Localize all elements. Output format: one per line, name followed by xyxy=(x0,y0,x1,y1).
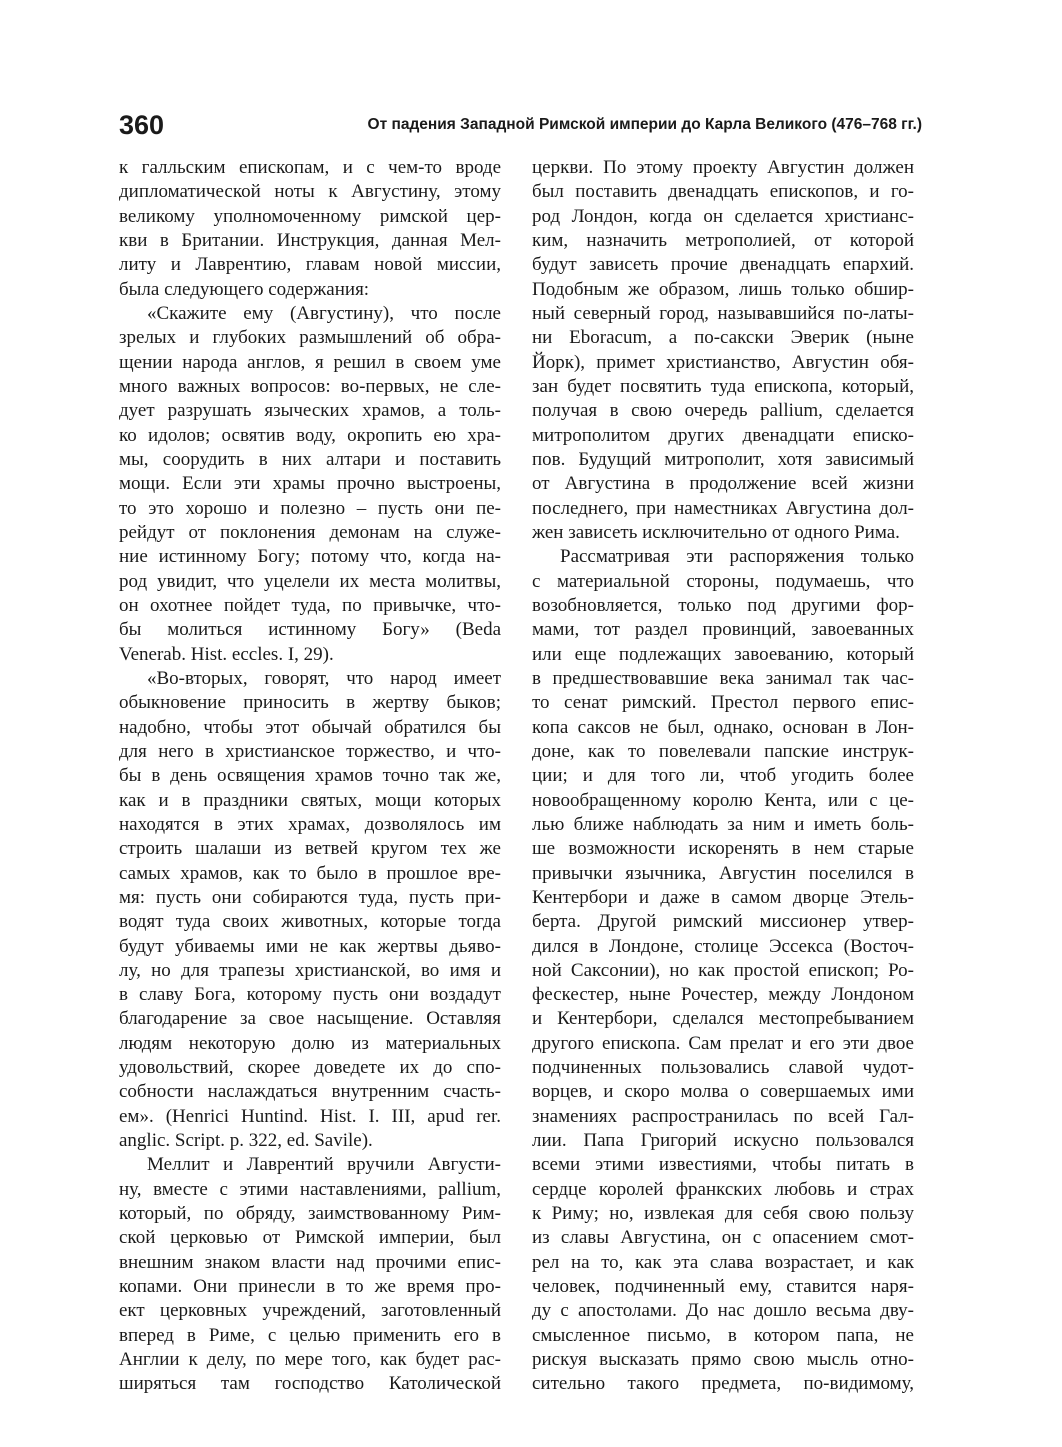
text-line: фескестер, ныне Рочестер, между Лондоном xyxy=(532,984,914,1006)
text-line: сительно такого предмета, по-видимому, xyxy=(532,1373,914,1395)
text-line: всеми этими известиями, чтобы питать в xyxy=(532,1154,914,1176)
text-line: будут убиваемы ими не как жертвы дьяво- xyxy=(119,935,501,957)
text-line: знамениях распространилась по всей Гал- xyxy=(532,1105,914,1127)
text-line: ем». (Henrici Huntind. Hist. I. III, apud rer. xyxy=(119,1105,501,1127)
text-line: Англии к делу, по мере того, как будет рас- xyxy=(119,1349,501,1371)
text-line: митрополитом других двенадцати еписко- xyxy=(532,424,914,446)
text-line: и Кентербори, сделался местопребыванием xyxy=(532,1008,914,1030)
text-line: мя: пусть они собираются туда, пусть при- xyxy=(119,886,501,908)
text-line: ции; и для того ли, чтоб угодить более xyxy=(532,765,914,787)
text-line: Рассматривая эти распоряжения только xyxy=(560,546,914,568)
text-line: ной Саксонии), но как простой епископ; Ро- xyxy=(532,959,914,981)
text-line: подчиненных пользовались славой чудот- xyxy=(532,1057,914,1079)
text-line: привычки язычника, Августин поселился в xyxy=(532,862,914,884)
text-line: ким, назначить метрополией, от которой xyxy=(532,229,914,251)
text-line: ни Eboracum, а по-сакски Эверик (ныне xyxy=(532,327,914,349)
text-line: «Скажите ему (Августину), что после xyxy=(147,302,501,324)
text-line: то сенат римский. Престол первого епис- xyxy=(532,692,914,714)
text-line: была следующего содержания: xyxy=(119,278,370,300)
text-line: смысленное письмо, в котором папа, не xyxy=(532,1324,914,1346)
left-text-column xyxy=(119,156,501,1397)
text-line: дился в Лондоне, столице Эссекса (Восточ- xyxy=(532,935,914,957)
text-line: находятся в этих храмах, дозволялось им xyxy=(119,813,501,835)
text-line: доне, как то повелевали папские инструк- xyxy=(532,740,914,762)
text-line: вперед в Риме, с целью применить его в xyxy=(119,1324,501,1346)
text-line: род Лондон, когда он сделается христианс- xyxy=(532,205,914,227)
text-line: для него в христианское торжество, и что- xyxy=(119,740,501,762)
text-line: он охотнее пойдет туда, по привычке, что- xyxy=(119,594,501,616)
text-line: обыкновение приносить в жертву быков; xyxy=(119,692,501,714)
text-line: лью ближе наблюдать за ним и иметь боль- xyxy=(532,813,914,835)
text-line: лии. Папа Григорий искусно пользовался xyxy=(532,1130,914,1152)
text-line: ширяться там господство Католической xyxy=(119,1373,501,1395)
text-line: последнего, при наместниках Августина дол- xyxy=(532,497,914,519)
running-title: От падения Западной Римской империи до Карла Великого (476–768 гг.) xyxy=(367,116,922,133)
text-line: самых храмов, как то было в прошлое вре- xyxy=(119,862,501,884)
page-number: 360 xyxy=(119,110,165,140)
text-line: к галльским епископам, и с чем-то вроде xyxy=(119,157,501,178)
text-line: жен зависеть исключительно от одного Рима. xyxy=(532,521,900,543)
text-line: с материальной стороны, подумаешь, что xyxy=(532,570,914,592)
text-line: «Во-вторых, говорят, что народ имеет xyxy=(147,667,501,689)
text-line: ко идолов; освятив воду, окропить ею хра- xyxy=(119,424,501,446)
text-line: Кентербори и даже в самом дворце Этель- xyxy=(532,886,914,908)
text-line: щении народа англов, я решил в своем уме xyxy=(119,351,501,373)
text-line: сердце королей франкских любовь и страх xyxy=(532,1178,914,1200)
text-line: зрелых и глубоких размышлений об обра- xyxy=(119,327,501,349)
text-line: ный северный город, называвшийся по-латы- xyxy=(532,302,914,324)
text-line: возобновляется, только под другими фор- xyxy=(532,594,914,616)
text-line: был поставить двенадцать епископов, и го- xyxy=(532,181,914,203)
text-line: водят туда своих животных, которые тогда xyxy=(119,911,501,933)
text-line: бы в день освящения храмов точно так же, xyxy=(119,765,501,787)
text-line: из славы Августина, он с опасением смот- xyxy=(532,1227,914,1249)
text-line: собности наслаждаться внутренним счасть- xyxy=(119,1081,501,1103)
text-line: получая в свою очередь pallium, сделается xyxy=(532,400,914,422)
text-line: Подобным же образом, лишь только обшир- xyxy=(532,278,914,300)
text-line: людям некоторую долю из материальных xyxy=(119,1032,501,1054)
text-line: рейдут от поклонения демонам на служе- xyxy=(119,521,501,543)
right-text-column xyxy=(532,156,914,1397)
text-line: anglic. Script. p. 322, ed. Savile). xyxy=(119,1130,373,1152)
text-line: церкви. По этому проекту Августин должен xyxy=(532,157,914,178)
text-line: внешним знаком власти над прочими епис- xyxy=(119,1251,501,1273)
text-line: лу, но для трапезы христианской, во имя и xyxy=(119,959,501,981)
text-line: мощи. Если эти храмы прочно выстроены, xyxy=(119,473,501,495)
text-line: другого епископа. Сам прелат и его эти двое xyxy=(532,1032,914,1054)
text-line: или еще подлежащих завоеванию, который xyxy=(532,643,914,665)
text-line: Йорк), примет христианство, Августин обя- xyxy=(532,351,914,373)
text-line: мы, соорудить в них алтари и поставить xyxy=(119,448,501,470)
text-line: к Риму; но, извлекая для себя свою пользу xyxy=(532,1203,914,1225)
text-line: бы молиться истинному Богу» (Beda xyxy=(119,619,501,641)
text-line: рискуя высказать прямо свою мысль отно- xyxy=(532,1349,914,1371)
text-line: ние истинному Богу; потому что, когда на- xyxy=(119,546,501,568)
text-line: как и в праздники святых, мощи которых xyxy=(119,789,501,811)
text-line: зан будет посвятить туда епископа, который, xyxy=(532,375,914,397)
text-line: берта. Другой римский миссионер утвер- xyxy=(532,911,914,933)
text-line: ну, вместе с этими наставлениями, pallium, xyxy=(119,1178,501,1200)
text-line: много важных вопросов: во-первых, не сле- xyxy=(119,375,501,397)
text-line: рел на то, как эта слава возрастает, и как xyxy=(532,1251,914,1273)
text-line: дует разрушать языческих храмов, а толь- xyxy=(119,400,501,422)
text-line: от Августина в продолжение всей жизни xyxy=(532,473,914,495)
text-line: в предшествовавшие века занимал так час- xyxy=(532,667,914,689)
text-line: благодарение за свое насыщение. Оставляя xyxy=(119,1008,501,1030)
text-line: то это хорошо и полезно – пусть они пе- xyxy=(119,497,501,519)
text-line: Venerab. Hist. eccles. I, 29). xyxy=(119,643,334,665)
text-line: ворцев, и скоро молва о совершаемых ими xyxy=(532,1081,914,1103)
text-line: который, по обряду, заимствованному Рим- xyxy=(119,1203,501,1225)
text-line: дипломатической ноты к Августину, этому xyxy=(119,181,501,203)
text-line: новообращенному королю Кента, или с це- xyxy=(532,789,914,811)
page-header xyxy=(119,108,922,142)
text-line: великому уполномоченному римской цер- xyxy=(119,205,501,227)
text-line: в славу Бога, которому пусть они воздадут xyxy=(119,984,501,1006)
text-line: строить шалаши из ветвей кругом тех же xyxy=(119,838,501,860)
text-line: ду с апостолами. До нас дошло весьма дву- xyxy=(532,1300,914,1322)
text-line: кви в Британии. Инструкция, данная Мел- xyxy=(119,229,501,251)
text-line: копами. Они принесли в то же время про- xyxy=(119,1276,501,1298)
text-line: Меллит и Лаврентий вручили Августи- xyxy=(147,1154,501,1176)
text-line: ской церковью от Римской империи, был xyxy=(119,1227,501,1249)
text-line: копа саксов не был, однако, основан в Лон- xyxy=(532,716,914,738)
text-line: пов. Будущий митрополит, хотя зависимый xyxy=(532,448,914,470)
text-line: будут зависеть прочие двенадцать епархий. xyxy=(532,254,914,276)
text-line: литу и Лаврентию, главам новой миссии, xyxy=(119,254,501,276)
text-line: удовольствий, скорее доведете их до спо- xyxy=(119,1057,501,1079)
text-line: надобно, чтобы этот обычай обратился бы xyxy=(119,716,501,738)
text-line: человек, подчиненный ему, ставится наря- xyxy=(532,1276,914,1298)
text-line: род увидит, что уцелели их места молитвы, xyxy=(119,570,501,592)
text-line: мами, тот раздел провинций, завоеванных xyxy=(532,619,914,641)
text-line: ект церковных учреждений, заготовленный xyxy=(119,1300,501,1322)
text-line: ше возможности искоренять в нем старые xyxy=(532,838,914,860)
